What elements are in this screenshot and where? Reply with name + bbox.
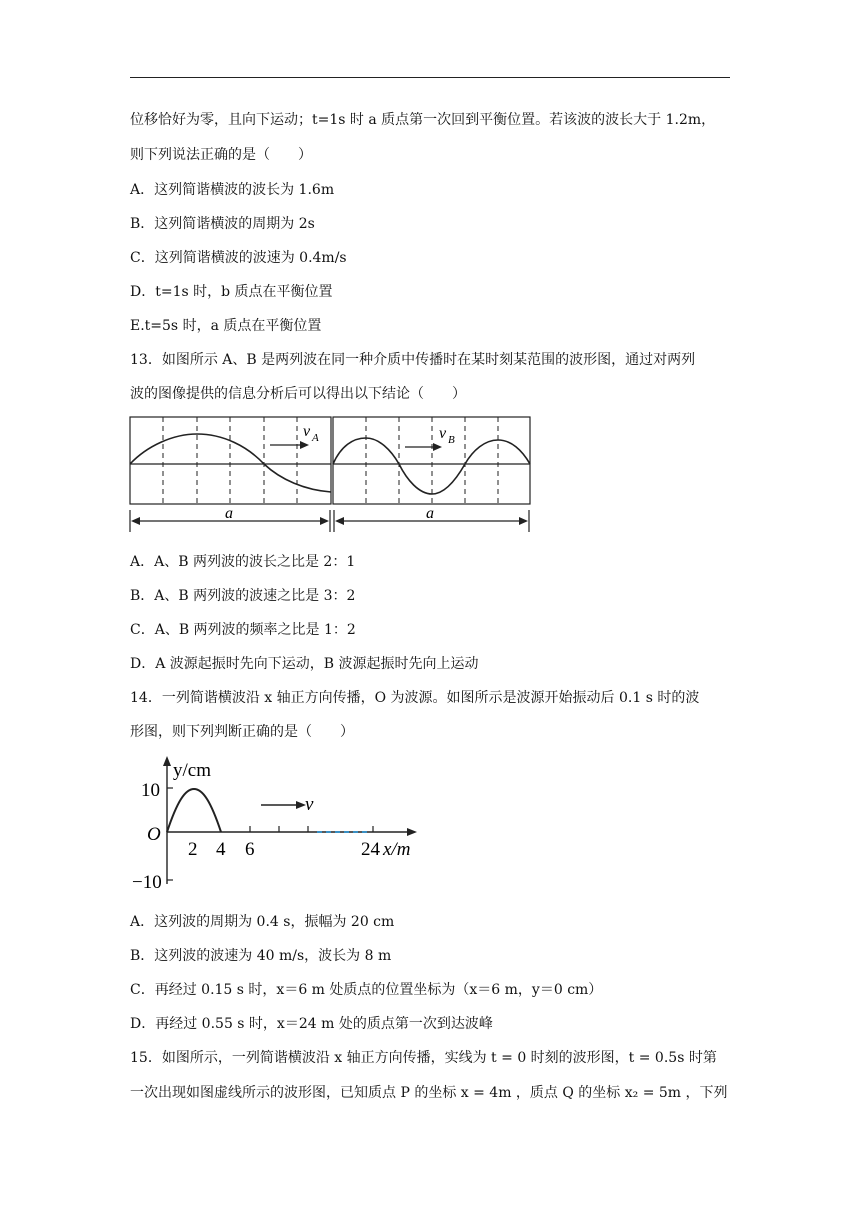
- q12-option-a: A．这列简谐横波的波长为 1.6m: [130, 182, 335, 198]
- q13-option-a: A．A、B 两列波的波长之比是 2：1: [130, 554, 356, 570]
- origin-label: O: [147, 824, 161, 845]
- q14-option-a: A．这列波的周期为 0.4 s，振幅为 20 cm: [130, 914, 395, 930]
- x-tick-4: 4: [216, 839, 226, 860]
- x-tick-24: 24: [361, 839, 380, 860]
- velocity-a-label: v: [303, 423, 311, 440]
- q13-line-1: 13．如图所示 A、B 是两列波在同一种介质中传播时在某时刻某范围的波形图，通过对两列: [130, 352, 696, 368]
- q14-wave-graph: [132, 752, 435, 894]
- dimension-a-right: a: [426, 505, 434, 522]
- y-tick-10: 10: [141, 780, 160, 801]
- q15-line-2: 一次出现如图虚线所示的波形图，已知质点 P 的坐标 x = 4m ，质点 Q 的坐标 x₂ = 5m ，下列: [130, 1085, 728, 1101]
- q13-wave-figure: [125, 412, 537, 534]
- header-rule: [130, 77, 730, 78]
- q13-line-2: 波的图像提供的信息分析后可以得出以下结论（ ）: [130, 386, 466, 402]
- q12-option-c: C．这列简谐横波的波速为 0.4m/s: [130, 250, 347, 266]
- q12-line-1: 位移恰好为零，且向下运动；t=1s 时 a 质点第一次回到平衡位置。若该波的波长大于 1.2m，: [130, 112, 716, 128]
- q12-option-d: D．t=1s 时，b 质点在平衡位置: [130, 284, 333, 300]
- q14-line-1: 14．一列简谐横波沿 x 轴正方向传播，O 为波源。如图所示是波源开始振动后 0.1 s 时的波: [130, 690, 700, 706]
- y-tick-minus-10: −10: [132, 872, 162, 893]
- q14-option-c: C．再经过 0.15 s 时，x＝6 m 处质点的位置坐标为（x＝6 m，y＝0 cm）: [130, 982, 603, 998]
- velocity-b-sub: B: [448, 434, 455, 446]
- q15-line-1: 15．如图所示，一列简谐横波沿 x 轴正方向传播，实线为 t = 0 时刻的波形图，t = 0.5s 时第: [130, 1050, 717, 1066]
- wave-a-panel: [130, 417, 331, 504]
- x-axis-label: x/m: [383, 839, 411, 860]
- q12-option-e: E.t=5s 时，a 质点在平衡位置: [130, 318, 322, 334]
- q14-line-2: 形图，则下列判断正确的是（ ）: [130, 724, 354, 740]
- dimension-a-left: a: [225, 505, 233, 522]
- q14-option-d: D．再经过 0.55 s 时，x＝24 m 处的质点第一次到达波峰: [130, 1016, 493, 1032]
- dimension-lines: [130, 510, 529, 532]
- velocity-b-label: v: [439, 425, 447, 442]
- q13-option-b: B．A、B 两列波的波速之比是 3：2: [130, 588, 356, 604]
- q13-option-c: C．A、B 两列波的频率之比是 1：2: [130, 622, 356, 638]
- q14-option-b: B．这列波的波速为 40 m/s，波长为 8 m: [130, 948, 392, 964]
- wave-b-panel: [333, 417, 530, 504]
- velocity-a-sub: A: [312, 432, 319, 444]
- q12-option-b: B．这列简谐横波的周期为 2s: [130, 216, 315, 232]
- y-axis-label: y/cm: [173, 760, 211, 781]
- q13-option-d: D．A 波源起振时先向下运动，B 波源起振时先向上运动: [130, 656, 479, 672]
- x-tick-6: 6: [245, 839, 255, 860]
- velocity-label: v: [305, 794, 314, 815]
- x-tick-2: 2: [188, 839, 198, 860]
- q12-line-2: 则下列说法正确的是（ ）: [130, 147, 312, 163]
- wave-curve: [167, 789, 221, 832]
